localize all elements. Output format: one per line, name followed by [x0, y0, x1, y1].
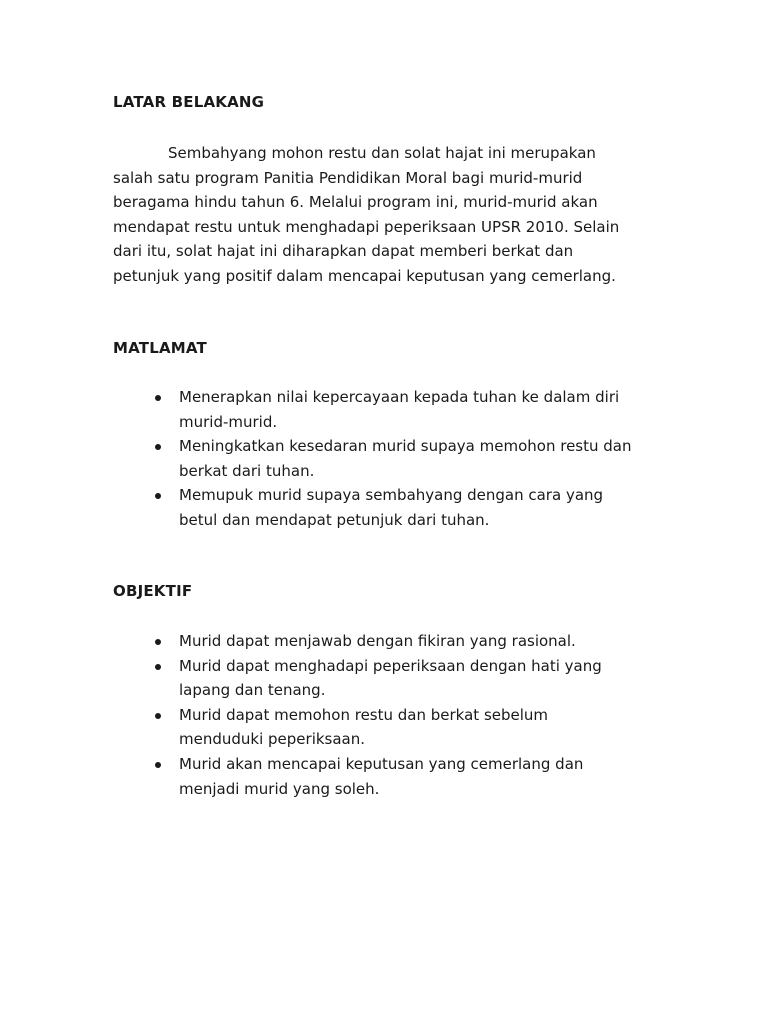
- latar-belakang-paragraph: [113, 141, 653, 289]
- matlamat-list: [155, 385, 655, 533]
- heading-objektif: OBJEKTIF: [113, 582, 193, 600]
- list-item: [155, 654, 655, 703]
- list-item-line: Memupuk murid supaya sembahyang dengan cara yang: [179, 486, 604, 505]
- bullet-icon: [155, 762, 161, 768]
- list-item-line: Murid dapat menghadapi peperiksaan dengan hati yang: [179, 656, 602, 675]
- list-item-line: lapang dan tenang.: [179, 681, 326, 700]
- list-item: [155, 434, 655, 483]
- list-item-line: murid-murid.: [179, 412, 278, 431]
- list-item-line: Murid dapat menjawab dengan fikiran yang rasional.: [179, 632, 576, 650]
- list-item-line: Murid akan mencapai keputusan yang cemerlang dan: [179, 754, 584, 773]
- bullet-icon: [155, 444, 161, 450]
- bullet-icon: [155, 664, 161, 670]
- paragraph-line: mendapat restu untuk menghadapi peperiksaan UPSR 2010. Selain: [113, 217, 620, 236]
- list-item-line: Murid dapat memohon restu dan berkat sebelum: [179, 705, 549, 724]
- bullet-icon: [155, 713, 161, 719]
- paragraph-line: beragama hindu tahun 6. Melalui program ini, murid-murid akan: [113, 193, 598, 212]
- bullet-icon: [155, 395, 161, 401]
- paragraph-line: salah satu program Panitia Pendidikan Moral bagi murid-murid: [113, 168, 583, 187]
- list-item-line: menduduki peperiksaan.: [179, 730, 366, 749]
- list-item: [155, 752, 655, 801]
- list-item: [155, 483, 655, 532]
- list-item-line: menjadi murid yang soleh.: [179, 779, 380, 798]
- heading-matlamat: MATLAMAT: [113, 339, 207, 357]
- list-item: [155, 385, 655, 434]
- objektif-list: [155, 629, 655, 801]
- heading-latar-belakang: LATAR BELAKANG: [113, 93, 265, 111]
- list-item-line: Menerapkan nilai kepercayaan kepada tuhan ke dalam diri: [179, 388, 620, 406]
- list-item-line: berkat dari tuhan.: [179, 461, 315, 480]
- list-item: [155, 629, 655, 654]
- list-item-line: Meningkatkan kesedaran murid supaya memohon restu dan: [179, 437, 632, 456]
- bullet-icon: [155, 639, 161, 645]
- list-item-line: betul dan mendapat petunjuk dari tuhan.: [179, 510, 490, 529]
- list-item: [155, 703, 655, 752]
- paragraph-line: Sembahyang mohon restu dan solat hajat ini merupakan: [168, 144, 596, 162]
- bullet-icon: [155, 493, 161, 499]
- paragraph-line: petunjuk yang positif dalam mencapai keputusan yang cemerlang.: [113, 266, 616, 285]
- paragraph-line: dari itu, solat hajat ini diharapkan dapat memberi berkat dan: [113, 242, 574, 261]
